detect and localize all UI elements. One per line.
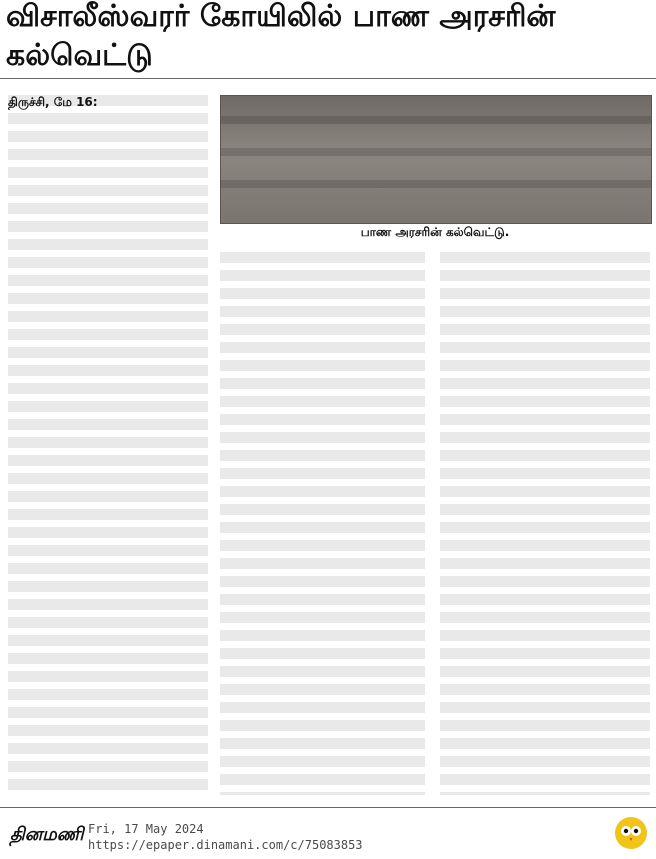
footer-meta xyxy=(88,821,363,853)
article-photo xyxy=(220,95,652,224)
footer xyxy=(0,808,656,859)
photo-caption: பாண அரசரின் கல்வெட்டு. xyxy=(360,225,510,239)
owl-icon xyxy=(614,816,648,850)
footer-date: Fri, 17 May 2024 xyxy=(88,822,204,836)
article-body-middle xyxy=(220,252,425,795)
page-headline: விசாலீஸ்வரர் கோயிலில் பாண அரசரின் கல்வெட்டு xyxy=(6,0,556,73)
headline-rule xyxy=(0,78,656,79)
article-body-right xyxy=(440,252,650,795)
footer-brand: தினமணி xyxy=(10,824,84,845)
footer-url: https://epaper.dinamani.com/c/75083853 xyxy=(88,838,363,852)
article-body-left xyxy=(8,95,208,795)
article-dateline: திருச்சி, மே 16: xyxy=(8,95,98,109)
